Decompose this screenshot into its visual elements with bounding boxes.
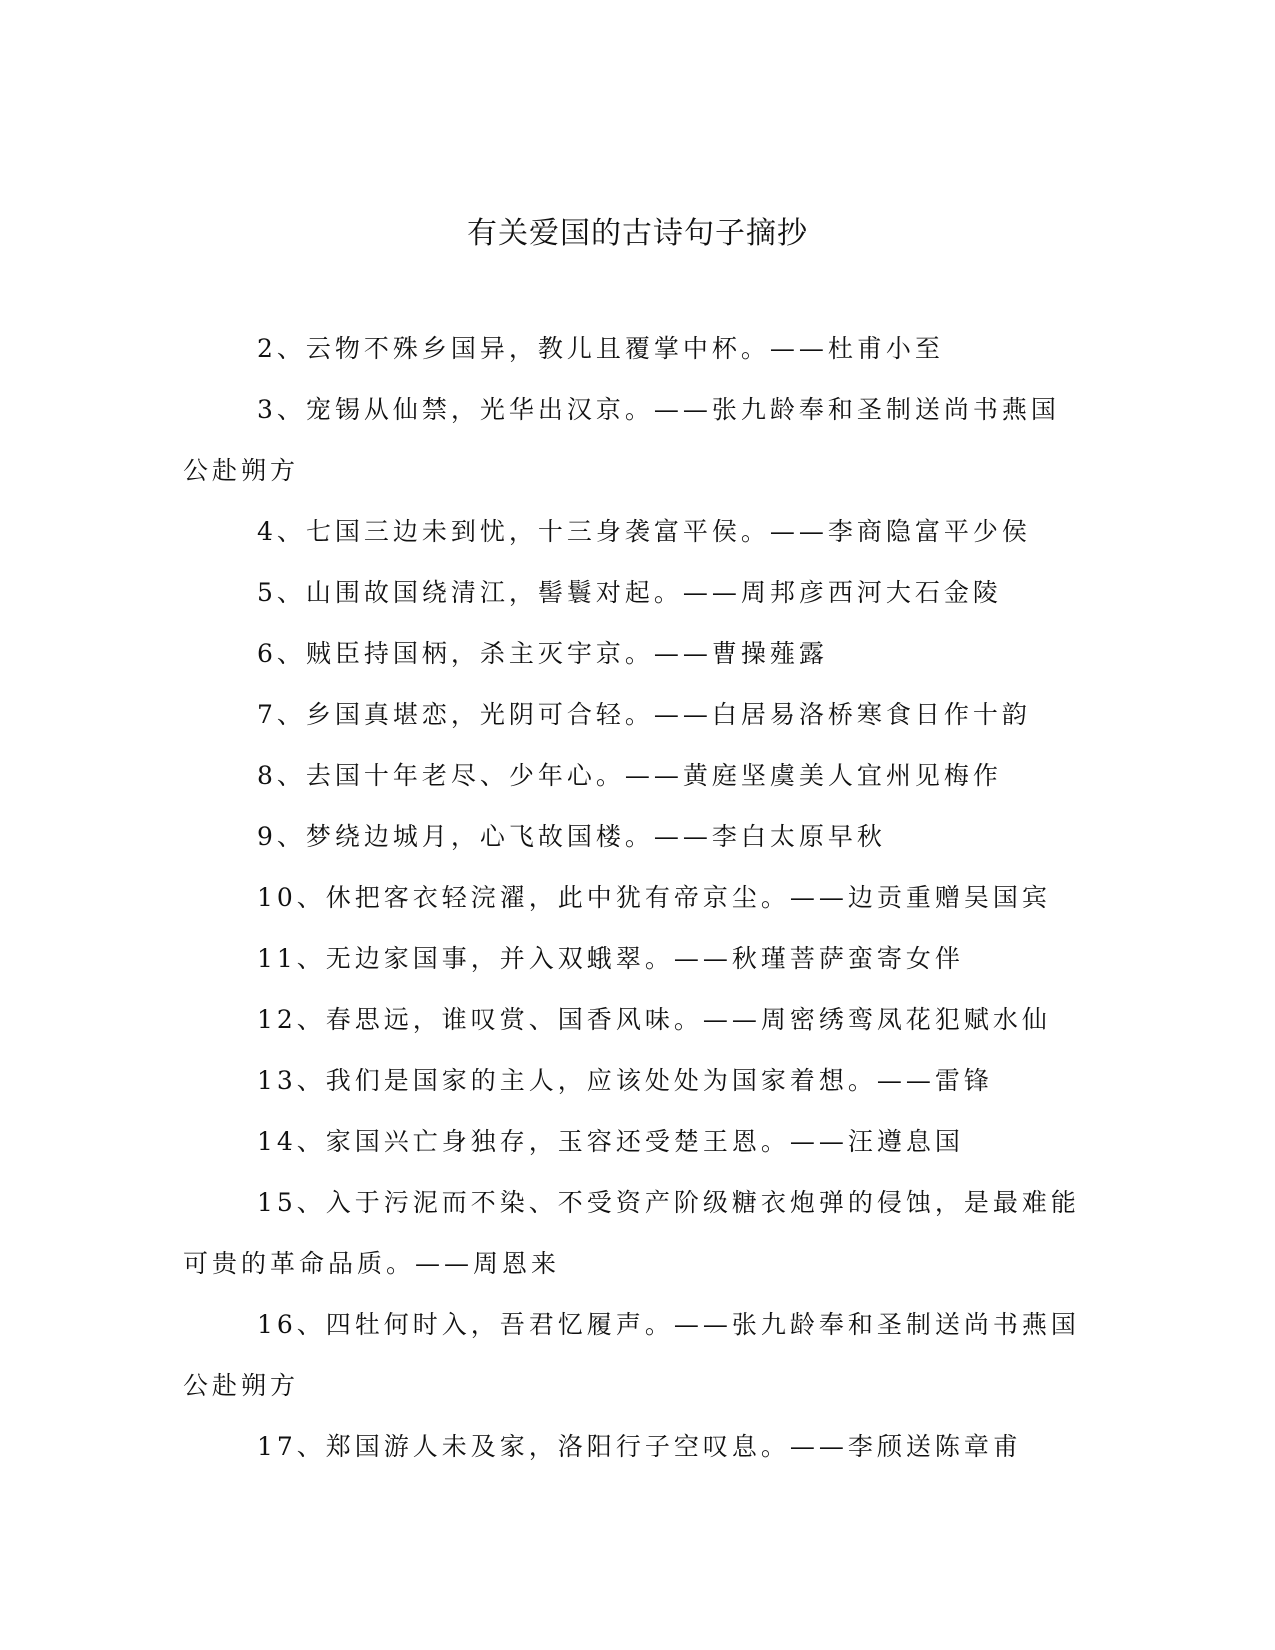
quote-item-10: 10、休把客衣轻浣濯，此中犹有帝京尘。——边贡重赠吴国宾 [257, 883, 1051, 912]
quote-item-7: 7、乡国真堪恋，光阴可合轻。——白居易洛桥寒食日作十韵 [257, 700, 1031, 729]
quote-item-14: 14、家国兴亡身独存，玉容还受楚王恩。——汪遵息国 [257, 1127, 964, 1156]
quote-item-6: 6、贼臣持国柄，杀主灭宇京。——曹操薤露 [257, 639, 828, 668]
quote-item-2: 2、云物不殊乡国异，教儿且覆掌中杯。——杜甫小至 [257, 334, 944, 363]
quote-item-11: 11、无边家国事，并入双蛾翠。——秋瑾菩萨蛮寄女伴 [257, 944, 964, 973]
quote-item-9: 9、梦绕边城月，心飞故国楼。——李白太原早秋 [257, 822, 886, 851]
quote-item-12: 12、春思远，谁叹赏、国香风味。——周密绣鸾凤花犯赋水仙 [257, 1005, 1051, 1034]
quote-item-15: 15、入于污泥而不染、不受资产阶级糖衣炮弹的侵蚀，是最难能可贵的革命品质。——周恩来 [183, 1188, 1080, 1278]
document-title: 有关爱国的古诗句子摘抄 [467, 216, 808, 251]
quote-item-13: 13、我们是国家的主人，应该处处为国家着想。——雷锋 [257, 1066, 993, 1095]
quote-item-17: 17、郑国游人未及家，洛阳行子空叹息。——李颀送陈章甫 [257, 1432, 1022, 1461]
quote-item-3: 3、宠锡从仙禁，光华出汉京。——张九龄奉和圣制送尚书燕国公赴朔方 [183, 395, 1060, 485]
quote-item-4: 4、七国三边未到忧，十三身袭富平侯。——李商隐富平少侯 [257, 517, 1031, 546]
quote-item-16: 16、四牡何时入，吾君忆履声。——张九龄奉和圣制送尚书燕国公赴朔方 [183, 1310, 1080, 1400]
quote-item-8: 8、去国十年老尽、少年心。——黄庭坚虞美人宜州见梅作 [257, 761, 1002, 790]
quote-item-5: 5、山围故国绕清江，髻鬟对起。——周邦彦西河大石金陵 [257, 578, 1002, 607]
document-body [183, 318, 1083, 1477]
